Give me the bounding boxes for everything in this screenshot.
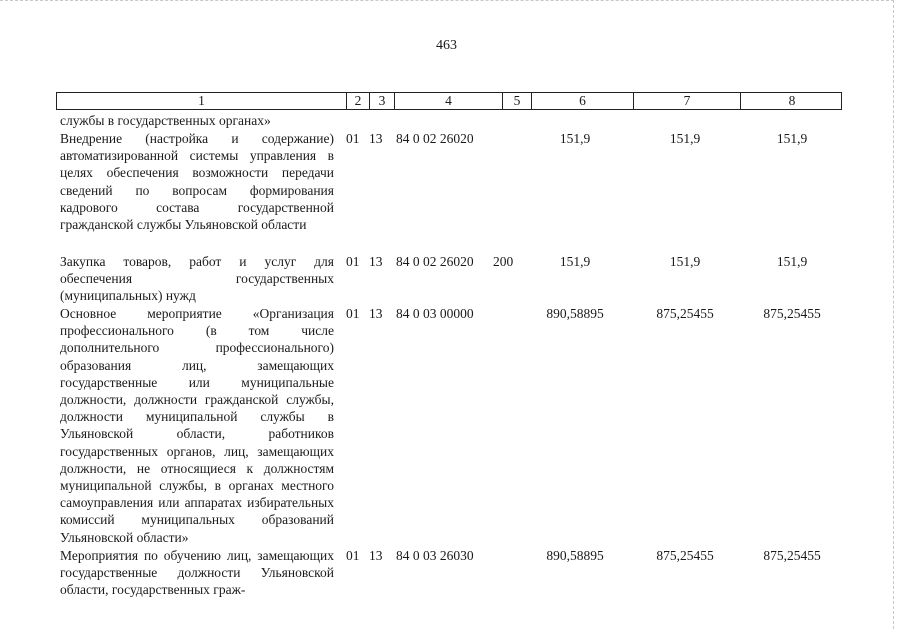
header-col-4: 4 — [394, 93, 502, 109]
row-name: Основное мероприятие «Организация профессионального (в том числе дополнительного профессионального) образования лиц, замещающих государственные или муниципальные должности, должности гражданской службы, должности муниципальной службы в Ульяновской области, работников государственных органов, лиц, замещающих должности, не относящиеся к должностям муниципальной службы, в органах местного самоуправления или аппаратах избирательных комиссий муниципальных образований Ульяновской области» — [60, 306, 334, 545]
row-target-code: 84 0 03 26030 — [396, 548, 474, 563]
header-col-1: 1 — [198, 93, 205, 108]
row-amount-2: 151,9 — [669, 254, 701, 269]
header-col-6: 6 — [531, 93, 633, 109]
header-col-7: 7 — [633, 93, 740, 109]
row-amount-3: 875,25455 — [763, 306, 821, 321]
row-target-code: 84 0 02 26020 — [396, 254, 474, 269]
row-name: Закупка товаров, работ и услуг для обеспечения государственных (муниципальных) нужд — [60, 254, 334, 304]
row-subsection: 13 — [369, 306, 383, 321]
row-amount-1: 151,9 — [559, 131, 591, 146]
row-section: 01 — [346, 131, 360, 146]
row-target-code: 84 0 02 26020 — [396, 131, 474, 146]
row-target-code: 84 0 03 00000 — [396, 306, 474, 321]
row-section: 01 — [346, 306, 360, 321]
table-header — [56, 92, 842, 110]
row-name: Внедрение (настройка и содержание) автоматизированной системы управления в целях обеспечения возможности передачи сведений по вопросам формирования кадрового состава государственной гражданской службы Ульяновской области — [60, 131, 334, 233]
row-expense-type: 200 — [493, 254, 514, 269]
row-name: Мероприятия по обучению лиц, замещающих государственные должности Ульяновской области, государственных граж- — [60, 548, 334, 598]
header-col-5: 5 — [502, 93, 531, 109]
row-subsection: 13 — [369, 254, 383, 269]
row-section: 01 — [346, 548, 360, 563]
row-amount-1: 890,58895 — [546, 306, 604, 321]
page-number: 463 — [436, 38, 457, 53]
row-name: службы в государственных органах» — [60, 113, 271, 128]
row-amount-3: 151,9 — [776, 131, 808, 146]
row-amount-2: 875,25455 — [656, 548, 714, 563]
header-col-8: 8 — [740, 93, 843, 109]
row-amount-1: 151,9 — [559, 254, 591, 269]
header-col-2: 2 — [346, 93, 369, 109]
row-amount-2: 151,9 — [669, 131, 701, 146]
header-col-3: 3 — [369, 93, 394, 109]
row-subsection: 13 — [369, 131, 383, 146]
row-amount-3: 151,9 — [776, 254, 808, 269]
row-subsection: 13 — [369, 548, 383, 563]
row-amount-1: 890,58895 — [546, 548, 604, 563]
row-amount-3: 875,25455 — [763, 548, 821, 563]
row-amount-2: 875,25455 — [656, 306, 714, 321]
row-section: 01 — [346, 254, 360, 269]
